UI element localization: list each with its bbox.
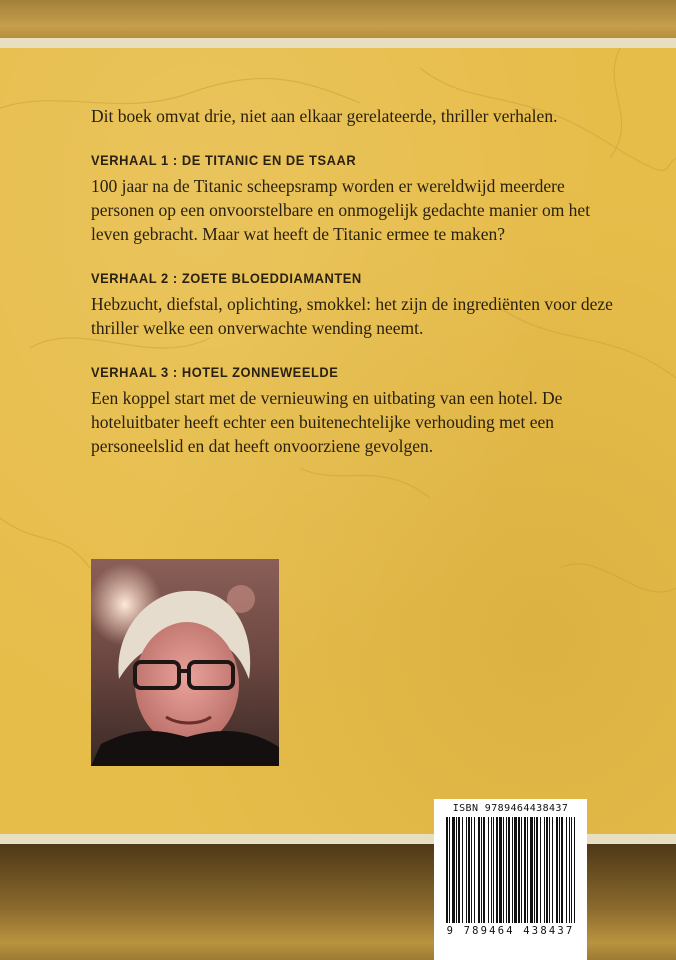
- barcode-bars: [446, 817, 575, 923]
- author-photo: [91, 559, 279, 766]
- intro-text: Dit boek omvat drie, niet aan elkaar gerelateerde, thriller verhalen.: [91, 106, 558, 126]
- story-1: [91, 148, 631, 246]
- story-1-text: 100 jaar na de Titanic scheepsramp worden er wereldwijd meerdere personen op een onvoorstelbare en onmogelijk gedachte manier om het leven gebracht. Maar wat heeft de Titanic ermee te maken?: [91, 176, 591, 244]
- story-3-heading: VERHAAL 3 : HOTEL ZONNEWEELDE: [91, 364, 339, 380]
- blurb: [91, 104, 631, 478]
- top-stripe: [0, 38, 676, 48]
- isbn-barcode: [434, 799, 587, 960]
- story-2: [91, 266, 631, 340]
- top-band: [0, 0, 676, 38]
- story-1-heading: VERHAAL 1 : DE TITANIC EN DE TSAAR: [91, 152, 357, 168]
- isbn-digits: 9 789464 438437: [446, 925, 575, 937]
- story-2-heading: VERHAAL 2 : ZOETE BLOEDDIAMANTEN: [91, 270, 362, 286]
- story-3-text: Een koppel start met de vernieuwing en uitbating van een hotel. De hoteluitbater heeft echter een buitenechtelijke verhouding met een personeelslid en dat heeft onvoorziene gevolgen.: [91, 388, 563, 456]
- isbn-label: ISBN 9789464438437: [452, 803, 569, 814]
- story-3: [91, 360, 631, 458]
- story-2-text: Hebzucht, diefstal, oplichting, smokkel: het zijn de ingrediënten voor deze thriller welke een onverwachte wending neemt.: [91, 294, 613, 338]
